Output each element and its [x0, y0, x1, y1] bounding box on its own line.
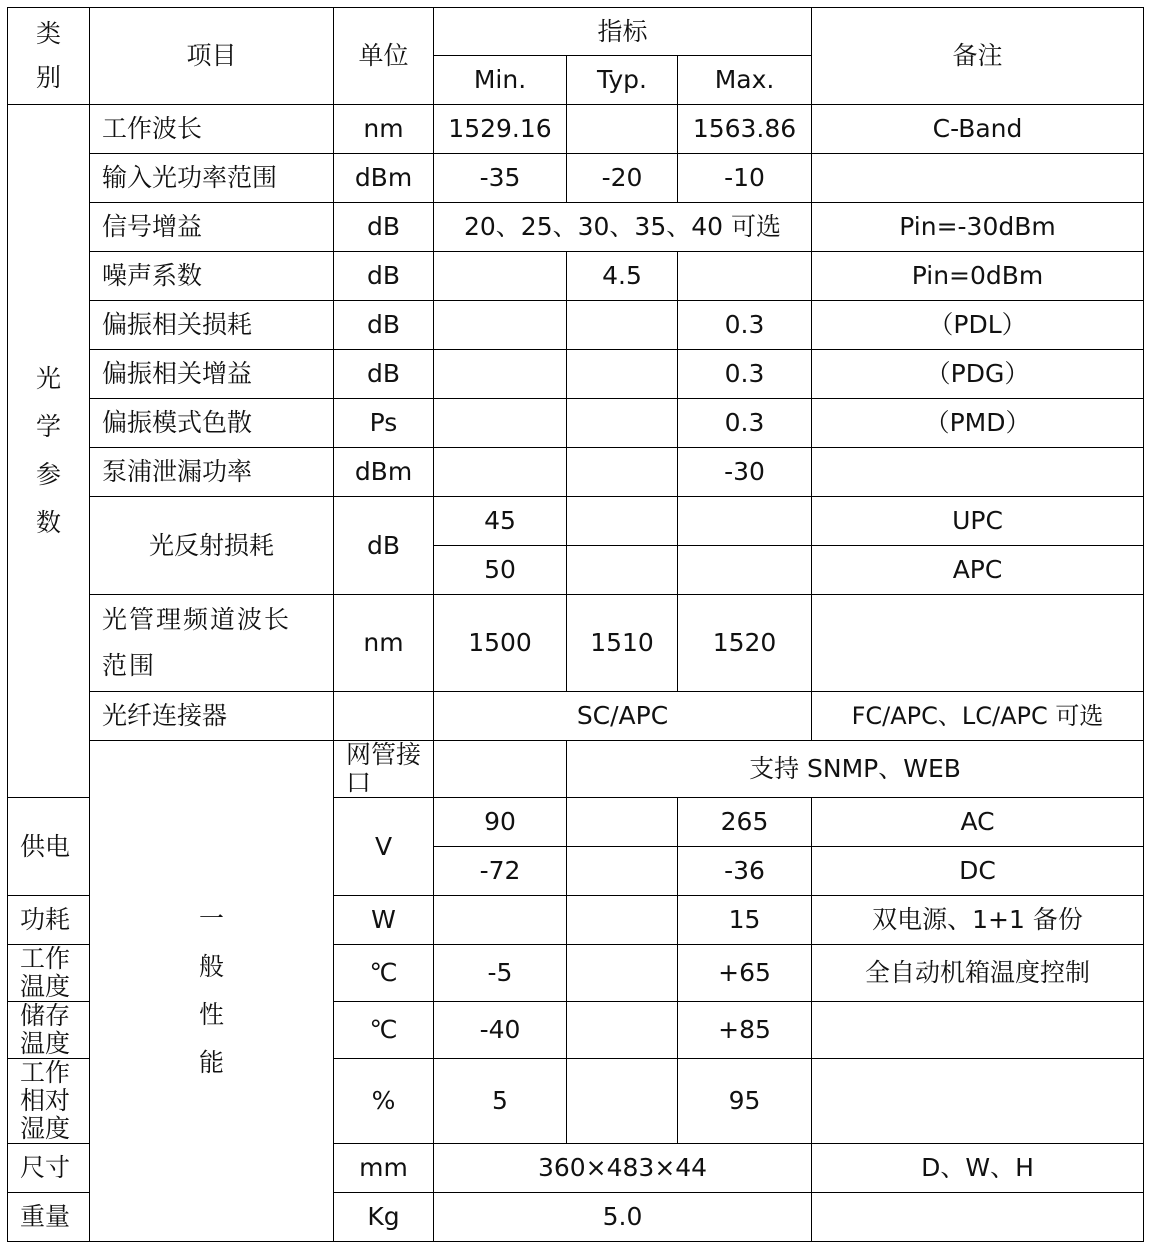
row-remark: UPC	[812, 497, 1144, 546]
table-row	[8, 692, 1144, 741]
row-remark: （PDG）	[812, 350, 1144, 399]
row-typ	[567, 399, 678, 448]
row-remark: Pin=0dBm	[812, 252, 1144, 301]
row-item: 信号增益	[90, 203, 334, 252]
table-row	[8, 350, 1144, 399]
row-min	[434, 399, 567, 448]
row-max	[678, 497, 812, 546]
row-remark: APC	[812, 546, 1144, 595]
row-item: 工作波长	[90, 105, 334, 154]
header-category: 类 别	[8, 8, 90, 105]
row-remark: 双电源、1+1 备份	[812, 896, 1144, 945]
table-row	[8, 252, 1144, 301]
row-typ	[567, 1002, 678, 1059]
row-item: 功耗	[8, 896, 90, 945]
table-row	[8, 399, 1144, 448]
row-item: 工作温度	[8, 945, 90, 1002]
row-min: 5	[434, 1059, 567, 1144]
row-min	[434, 896, 567, 945]
row-remark: D、W、H	[812, 1144, 1144, 1193]
row-unit	[434, 741, 567, 798]
row-typ	[567, 546, 678, 595]
row-min: 45	[434, 497, 567, 546]
header-row-1	[8, 8, 1144, 56]
row-item: 尺寸	[8, 1144, 90, 1193]
row-typ	[567, 350, 678, 399]
row-remark: FC/APC、LC/APC 可选	[812, 692, 1144, 741]
row-min	[434, 252, 567, 301]
row-unit: mm	[334, 1144, 434, 1193]
row-min: -35	[434, 154, 567, 203]
row-typ	[567, 448, 678, 497]
row-span-value: 20、25、30、35、40 可选	[434, 203, 812, 252]
row-remark	[812, 1002, 1144, 1059]
header-min: Min.	[434, 56, 567, 105]
spec-table	[7, 7, 1144, 1242]
row-unit: V	[334, 798, 434, 896]
row-max: 1520	[678, 595, 812, 692]
row-unit: dB	[334, 350, 434, 399]
row-remark: （PDL）	[812, 301, 1144, 350]
row-item: 偏振相关损耗	[90, 301, 334, 350]
row-max: 1563.86	[678, 105, 812, 154]
row-unit: nm	[334, 595, 434, 692]
row-unit: dB	[334, 301, 434, 350]
row-unit: ℃	[334, 945, 434, 1002]
row-typ	[567, 497, 678, 546]
row-remark: C-Band	[812, 105, 1144, 154]
row-unit	[334, 692, 434, 741]
row-item: 光反射损耗	[90, 497, 334, 595]
header-remark: 备注	[812, 8, 1144, 105]
row-span-value: 360×483×44	[434, 1144, 812, 1193]
table-row	[8, 105, 1144, 154]
row-max: 15	[678, 896, 812, 945]
row-typ	[567, 945, 678, 1002]
row-typ: 1510	[567, 595, 678, 692]
row-min: -40	[434, 1002, 567, 1059]
table-row	[8, 497, 1144, 546]
row-remark	[812, 448, 1144, 497]
row-max: 95	[678, 1059, 812, 1144]
row-item: 储存温度	[8, 1002, 90, 1059]
row-remark	[812, 1193, 1144, 1242]
row-unit: dBm	[334, 448, 434, 497]
row-remark: DC	[812, 847, 1144, 896]
row-min: 1529.16	[434, 105, 567, 154]
row-max: 0.3	[678, 350, 812, 399]
table-row	[8, 741, 1144, 798]
row-span-value: 支持 SNMP、WEB	[567, 741, 1144, 798]
row-item: 偏振模式色散	[90, 399, 334, 448]
row-unit: Kg	[334, 1193, 434, 1242]
row-unit: dB	[334, 252, 434, 301]
row-unit: Ps	[334, 399, 434, 448]
header-max: Max.	[678, 56, 812, 105]
row-min: 1500	[434, 595, 567, 692]
row-item: 泵浦泄漏功率	[90, 448, 334, 497]
header-typ: Typ.	[567, 56, 678, 105]
category-general: 一 般 性 能	[90, 741, 334, 1242]
row-typ	[567, 105, 678, 154]
row-item: 工作相对湿度	[8, 1059, 90, 1144]
row-typ	[567, 301, 678, 350]
header-item: 项目	[90, 8, 334, 105]
row-item: 偏振相关增益	[90, 350, 334, 399]
row-typ: 4.5	[567, 252, 678, 301]
row-unit: W	[334, 896, 434, 945]
row-unit: nm	[334, 105, 434, 154]
header-spec: 指标	[434, 8, 812, 56]
row-remark: AC	[812, 798, 1144, 847]
row-max	[678, 546, 812, 595]
row-max: 265	[678, 798, 812, 847]
table-row	[8, 154, 1144, 203]
row-span-value: 5.0	[434, 1193, 812, 1242]
row-max: -30	[678, 448, 812, 497]
row-unit: ℃	[334, 1002, 434, 1059]
row-min: 90	[434, 798, 567, 847]
row-max: -36	[678, 847, 812, 896]
row-max: +65	[678, 945, 812, 1002]
row-remark: 全自动机箱温度控制	[812, 945, 1144, 1002]
row-typ	[567, 847, 678, 896]
row-max	[678, 252, 812, 301]
row-remark	[812, 595, 1144, 692]
row-min	[434, 448, 567, 497]
row-min	[434, 301, 567, 350]
row-max: 0.3	[678, 301, 812, 350]
row-min: 50	[434, 546, 567, 595]
row-typ	[567, 798, 678, 847]
table-row	[8, 301, 1144, 350]
row-span-value: SC/APC	[434, 692, 812, 741]
row-remark: （PMD）	[812, 399, 1144, 448]
header-unit: 单位	[334, 8, 434, 105]
row-max: +85	[678, 1002, 812, 1059]
table-row	[8, 203, 1144, 252]
row-typ	[567, 896, 678, 945]
row-item: 重量	[8, 1193, 90, 1242]
row-item: 噪声系数	[90, 252, 334, 301]
row-unit: dBm	[334, 154, 434, 203]
row-remark	[812, 1059, 1144, 1144]
row-min	[434, 350, 567, 399]
row-unit: dB	[334, 497, 434, 595]
row-unit: %	[334, 1059, 434, 1144]
row-typ: -20	[567, 154, 678, 203]
row-typ	[567, 1059, 678, 1144]
table-row	[8, 595, 1144, 692]
category-optical: 光 学 参 数	[8, 105, 90, 798]
table-row	[8, 448, 1144, 497]
row-remark: Pin=-30dBm	[812, 203, 1144, 252]
row-item: 光纤连接器	[90, 692, 334, 741]
row-min: -5	[434, 945, 567, 1002]
row-item: 网管接口	[334, 741, 434, 798]
row-item: 输入光功率范围	[90, 154, 334, 203]
row-max: 0.3	[678, 399, 812, 448]
row-min: -72	[434, 847, 567, 896]
row-unit: dB	[334, 203, 434, 252]
row-item: 光管理频道波长 范围	[90, 595, 334, 692]
row-max: -10	[678, 154, 812, 203]
row-remark	[812, 154, 1144, 203]
row-item: 供电	[8, 798, 90, 896]
